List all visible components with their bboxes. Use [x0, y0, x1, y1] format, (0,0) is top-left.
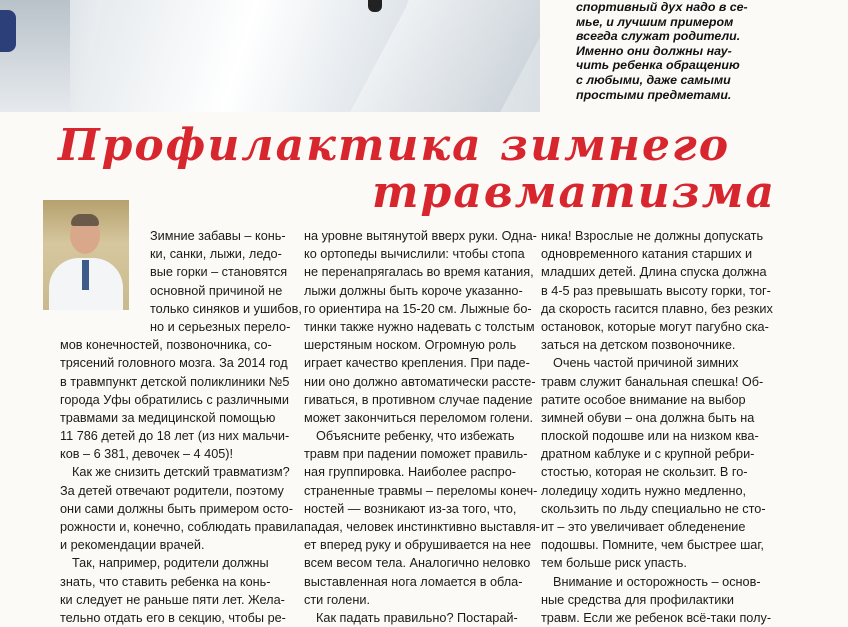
- text-line: ки, санки, лыжи, ледо-: [150, 247, 282, 262]
- text-line: тем больше риск упасть.: [541, 556, 687, 571]
- text-line: зимней обуви – она должна быть на: [541, 410, 755, 425]
- text-line: мов конечностей, позвоночника, со-: [60, 338, 272, 353]
- text-line: лоледицу ходить нужно медленно,: [541, 483, 747, 498]
- text-line: травм. Если же ребенок всё-таки полу-: [541, 610, 772, 625]
- quote-line: простыми предметами.: [576, 87, 732, 102]
- text-line: го ориентира на 15-20 см. Лыжные бо-: [304, 301, 532, 316]
- text-line: ные средства для профилактики: [541, 592, 735, 607]
- quote-line: мье, и лучшим примером: [576, 14, 734, 29]
- text-line: младших детей. Длина спуска должна: [541, 265, 767, 280]
- text-line: ника! Взрослые не должны допускать: [541, 229, 764, 243]
- text-line: в травмпункт детской поликлиники №5: [60, 374, 290, 389]
- text-line: играет качество крепления. При паде-: [304, 356, 530, 371]
- text-line: лыжи должны быть короче указанно-: [304, 283, 523, 298]
- text-line: ная группировка. Наиболее распро-: [304, 465, 517, 480]
- text-line: они сами должны быть примером осто-: [60, 501, 293, 516]
- text-line: всем весом тела. Аналогично неловко: [304, 556, 531, 571]
- text-line: 11 786 детей до 18 лет (из них мальчи-: [60, 429, 290, 444]
- text-line: одновременного катания старших и: [541, 247, 753, 262]
- text-line: плоской подошве или на низком ква-: [541, 429, 759, 444]
- text-line: ков – 6 381, девочек – 4 405)!: [60, 447, 234, 462]
- text-line: рожности и, конечно, соблюдать правила: [60, 520, 304, 534]
- quote-line: Именно они должны нау-: [576, 43, 732, 58]
- article-title-line-1: Профилактика зимнего: [58, 120, 731, 171]
- text-line: может закончиться переломом голени.: [304, 410, 534, 425]
- text-line: Как же снизить детский травматизм?: [72, 465, 290, 480]
- text-line: Очень частой причиной зимних: [553, 356, 739, 371]
- text-line: стостью, которая не скользит. В го-: [541, 465, 748, 480]
- text-line: да скорость гасится плавно, без резких: [541, 301, 773, 316]
- header-photo: [0, 0, 540, 112]
- text-line: только синяков и ушибов,: [150, 301, 302, 316]
- text-line: сти голени.: [304, 592, 370, 607]
- text-line: шерстяным носком. Огромную роль: [304, 338, 517, 353]
- text-line: тинки также нужно надевать с толстым: [304, 319, 535, 334]
- text-line: ратите особое внимание на выбор: [541, 392, 746, 407]
- text-line: ет вперед руку и обрушивается на нее: [304, 538, 532, 553]
- text-line: ки следует не раньше пяти лет. Жела-: [60, 592, 285, 607]
- text-line: Объясните ребенку, что избежать: [316, 429, 515, 444]
- text-line: гиваться, в противном случае падение: [304, 392, 533, 407]
- text-line: За детей отвечают родители, поэтому: [60, 483, 284, 498]
- text-line: травмами за медицинской помощью: [60, 410, 276, 425]
- quote-line: спортивный дух надо в се-: [576, 0, 748, 14]
- text-line: остановок, которые могут пагубно ска-: [541, 319, 769, 334]
- text-line: нии оно должно автоматически рассте-: [304, 374, 536, 389]
- text-line: но и серьезных перело-: [150, 319, 291, 334]
- quote-line: всегда служат родители.: [576, 29, 741, 44]
- text-line: падая, человек инстинктивно выставля-: [304, 520, 541, 534]
- text-line: подошвы. Помните, чем быстрее шаг,: [541, 538, 764, 553]
- photo-post: [368, 0, 382, 12]
- quote-line: чить ребенка обращению: [576, 58, 740, 73]
- text-line: Как падать правильно? Постарай-: [316, 610, 518, 625]
- text-line: ко ортопеды вычислили: чтобы стопа: [304, 247, 525, 262]
- text-line: дратном каблуке и с крупной ребри-: [541, 447, 755, 462]
- text-line: ностей — возникают из-за того, что,: [304, 501, 517, 516]
- text-line: Зимние забавы – конь-: [150, 229, 286, 243]
- portrait-hair: [71, 214, 99, 226]
- text-line: ит – это увеличивает обледенение: [541, 520, 746, 534]
- text-line: на уровне вытянутой вверх руки. Одна-: [304, 229, 537, 243]
- article-column-2: [304, 227, 541, 627]
- text-line: тельно отдать его в секцию, чтобы ре-: [60, 610, 286, 625]
- text-line: знать, что ставить ребенка на конь-: [60, 574, 271, 589]
- text-line: в 4-5 раз превышать высоту горки, тог-: [541, 283, 771, 298]
- text-line: травм при падении поможет правиль-: [304, 447, 528, 462]
- article-column-1: [60, 227, 304, 627]
- text-line: скользить по льду специально не сто-: [541, 501, 766, 516]
- text-line: трясений головного мозга. За 2014 год: [60, 356, 288, 371]
- text-line: страненные травмы – переломы конеч-: [304, 483, 538, 498]
- text-line: травм служит банальная спешка! Об-: [541, 374, 764, 389]
- text-line: основной причиной не: [150, 283, 283, 298]
- text-line: выставленная нога ломается в обла-: [304, 574, 523, 589]
- article-column-3: [541, 227, 773, 627]
- quote-line: с любыми, даже самыми: [576, 72, 731, 87]
- text-line: не перенапрягалась во время катания,: [304, 265, 534, 280]
- text-line: вые горки – становятся: [150, 265, 288, 280]
- text-line: города Уфы обратились с различными: [60, 392, 289, 407]
- article-title-line-2: травматизма: [372, 167, 777, 218]
- text-line: Внимание и осторожность – основ-: [553, 574, 761, 589]
- photo-child-figure: [0, 10, 16, 52]
- text-line: Так, например, родители должны: [72, 556, 269, 571]
- pull-quote: [576, 0, 846, 102]
- text-line: заться на детском позвоночнике.: [541, 338, 736, 353]
- text-line: и рекомендации врачей.: [60, 538, 205, 553]
